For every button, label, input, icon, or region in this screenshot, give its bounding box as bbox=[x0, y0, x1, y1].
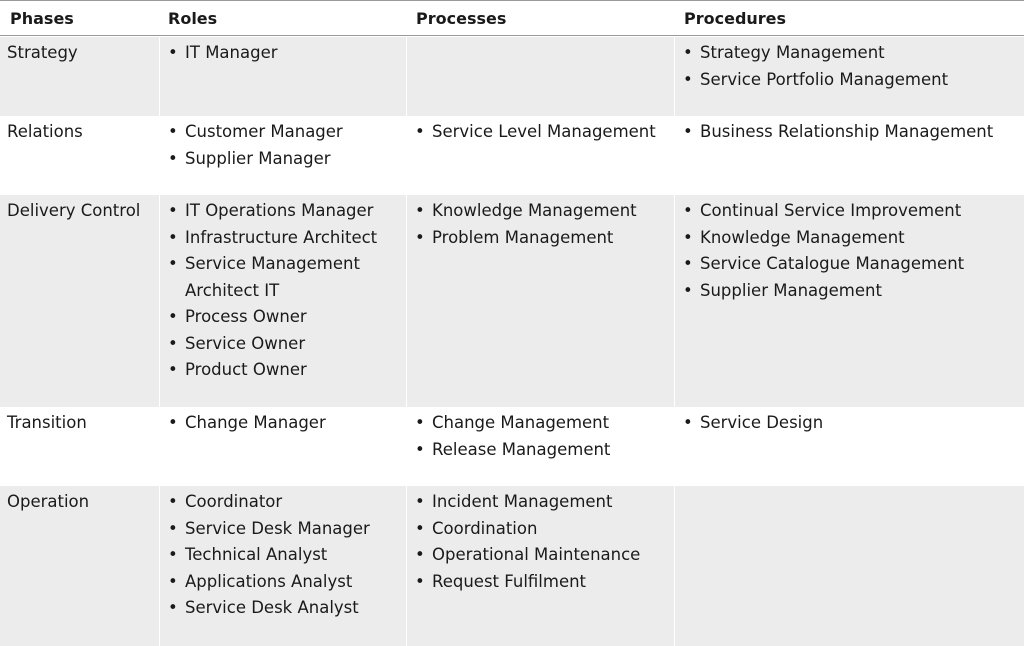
list-item-text: IT Operations Manager bbox=[185, 201, 374, 220]
list-item bbox=[415, 198, 674, 225]
list-item-text: Service Level Management bbox=[432, 122, 656, 141]
bullet-icon: • bbox=[168, 201, 178, 220]
list-item bbox=[168, 40, 406, 67]
list-item bbox=[415, 489, 674, 516]
list-item bbox=[415, 569, 674, 596]
list-item bbox=[683, 198, 1024, 225]
list-item bbox=[683, 251, 1024, 278]
bullet-icon: • bbox=[415, 413, 425, 432]
header-phases: Phases bbox=[10, 9, 74, 28]
roles-list bbox=[168, 119, 406, 172]
list-item-text: Product Owner bbox=[185, 360, 307, 379]
phase-cell: Operation bbox=[7, 492, 90, 511]
bullet-icon: • bbox=[168, 571, 178, 591]
list-item-text: Business Relationship Management bbox=[700, 122, 994, 141]
procedures-cell bbox=[674, 37, 1024, 116]
bullet-icon: • bbox=[168, 227, 178, 247]
list-item-text: Service Owner bbox=[185, 333, 306, 353]
list-item-text: Service Management Architect IT bbox=[185, 254, 360, 300]
procedures-list bbox=[683, 40, 1024, 93]
bullet-icon: • bbox=[415, 545, 425, 564]
roles-cell bbox=[159, 407, 406, 486]
list-item-text: Continual Service Improvement bbox=[700, 201, 962, 220]
list-item-text: Release Management bbox=[432, 439, 611, 459]
bullet-icon: • bbox=[168, 254, 178, 273]
list-item-text: Coordination bbox=[432, 518, 538, 538]
list-item bbox=[168, 595, 406, 622]
list-item bbox=[415, 225, 674, 252]
list-item-text: Service Desk Manager bbox=[185, 518, 370, 538]
roles-list bbox=[168, 410, 406, 437]
list-item bbox=[168, 569, 406, 596]
phase-cell: Transition bbox=[7, 413, 87, 432]
bullet-icon: • bbox=[168, 492, 178, 511]
procedures-list bbox=[683, 198, 1024, 304]
list-item-text: Service Desk Analyst bbox=[185, 598, 359, 617]
phase-cell: Delivery Control bbox=[7, 201, 141, 220]
roles-list bbox=[168, 489, 406, 622]
list-item bbox=[168, 357, 406, 384]
table-row bbox=[0, 407, 1024, 486]
phase-cell: Relations bbox=[7, 122, 83, 141]
header-processes: Processes bbox=[416, 9, 507, 28]
list-item bbox=[683, 410, 1024, 437]
table-row bbox=[0, 116, 1024, 195]
list-item-text: Knowledge Management bbox=[432, 201, 637, 220]
procedures-cell bbox=[674, 486, 1024, 646]
list-item bbox=[168, 198, 406, 225]
bullet-icon: • bbox=[168, 518, 178, 538]
procedures-list bbox=[683, 119, 1024, 146]
processes-cell bbox=[406, 116, 674, 195]
processes-cell bbox=[406, 195, 674, 407]
table-row bbox=[0, 195, 1024, 407]
bullet-icon: • bbox=[168, 598, 178, 617]
list-item bbox=[683, 40, 1024, 67]
table-row bbox=[0, 37, 1024, 116]
bullet-icon: • bbox=[168, 122, 178, 141]
header-roles: Roles bbox=[168, 9, 218, 28]
list-item-text: Coordinator bbox=[185, 492, 283, 511]
list-item bbox=[415, 542, 674, 569]
list-item-text: Applications Analyst bbox=[185, 571, 353, 591]
list-item-text: Request Fulfilment bbox=[432, 571, 587, 591]
bullet-icon: • bbox=[415, 571, 425, 591]
bullet-icon: • bbox=[168, 307, 178, 326]
list-item bbox=[168, 304, 406, 331]
list-item-text: Knowledge Management bbox=[700, 227, 905, 247]
list-item bbox=[168, 489, 406, 516]
list-item-text: Supplier Management bbox=[700, 280, 882, 300]
list-item-text: Customer Manager bbox=[185, 122, 343, 141]
list-item-text: Service Design bbox=[700, 413, 824, 432]
bullet-icon: • bbox=[168, 545, 178, 564]
roles-list bbox=[168, 40, 406, 67]
bullet-icon: • bbox=[683, 254, 693, 273]
list-item-text: Operational Maintenance bbox=[432, 545, 641, 564]
list-item bbox=[415, 119, 674, 146]
list-item-text: Incident Management bbox=[432, 492, 613, 511]
header-procedures: Procedures bbox=[684, 9, 787, 28]
bullet-icon: • bbox=[683, 413, 693, 432]
list-item bbox=[415, 516, 674, 543]
bullet-icon: • bbox=[415, 201, 425, 220]
list-item bbox=[415, 437, 674, 464]
list-item bbox=[415, 410, 674, 437]
bullet-icon: • bbox=[415, 492, 425, 511]
list-item-text: Strategy Management bbox=[700, 43, 885, 62]
list-item bbox=[683, 225, 1024, 252]
bullet-icon: • bbox=[168, 333, 178, 353]
list-item bbox=[168, 225, 406, 252]
list-item-text: Problem Management bbox=[432, 227, 614, 247]
processes-cell bbox=[406, 37, 674, 116]
table-header-row bbox=[0, 1, 1024, 36]
processes-list bbox=[415, 198, 674, 251]
roles-cell bbox=[159, 116, 406, 195]
bullet-icon: • bbox=[168, 413, 178, 432]
list-item-text: Infrastructure Architect bbox=[185, 227, 378, 247]
processes-cell bbox=[406, 486, 674, 646]
processes-list bbox=[415, 119, 674, 146]
list-item bbox=[168, 516, 406, 543]
bullet-icon: • bbox=[683, 43, 693, 62]
bullet-icon: • bbox=[415, 122, 425, 141]
list-item bbox=[683, 67, 1024, 94]
bullet-icon: • bbox=[683, 122, 693, 141]
roles-cell bbox=[159, 486, 406, 646]
bullet-icon: • bbox=[683, 201, 693, 220]
bullet-icon: • bbox=[168, 43, 178, 62]
list-item bbox=[168, 331, 406, 358]
bullet-icon: • bbox=[683, 69, 693, 89]
procedures-cell bbox=[674, 195, 1024, 407]
processes-list bbox=[415, 489, 674, 595]
list-item bbox=[168, 251, 406, 304]
list-item bbox=[168, 542, 406, 569]
list-item-text: Technical Analyst bbox=[185, 545, 328, 564]
procedures-cell bbox=[674, 407, 1024, 486]
list-item-text: Service Portfolio Management bbox=[700, 69, 949, 89]
list-item bbox=[168, 410, 406, 437]
bullet-icon: • bbox=[168, 148, 178, 168]
bullet-icon: • bbox=[415, 518, 425, 538]
roles-cell bbox=[159, 37, 406, 116]
list-item-text: Service Catalogue Management bbox=[700, 254, 965, 273]
list-item-text: IT Manager bbox=[185, 43, 278, 62]
roles-cell bbox=[159, 195, 406, 407]
list-item bbox=[683, 119, 1024, 146]
bullet-icon: • bbox=[683, 227, 693, 247]
procedures-list bbox=[683, 410, 1024, 437]
bullet-icon: • bbox=[415, 439, 425, 459]
list-item-text: Change Management bbox=[432, 413, 610, 432]
procedures-cell bbox=[674, 116, 1024, 195]
table-row bbox=[0, 486, 1024, 646]
processes-list bbox=[415, 410, 674, 463]
list-item bbox=[168, 146, 406, 173]
list-item-text: Process Owner bbox=[185, 307, 307, 326]
bullet-icon: • bbox=[415, 227, 425, 247]
bullet-icon: • bbox=[683, 280, 693, 300]
list-item bbox=[168, 119, 406, 146]
processes-cell bbox=[406, 407, 674, 486]
bullet-icon: • bbox=[168, 360, 178, 379]
list-item bbox=[683, 278, 1024, 305]
list-item-text: Supplier Manager bbox=[185, 148, 331, 168]
roles-list bbox=[168, 198, 406, 384]
list-item-text: Change Manager bbox=[185, 413, 326, 432]
phase-cell: Strategy bbox=[7, 43, 78, 62]
